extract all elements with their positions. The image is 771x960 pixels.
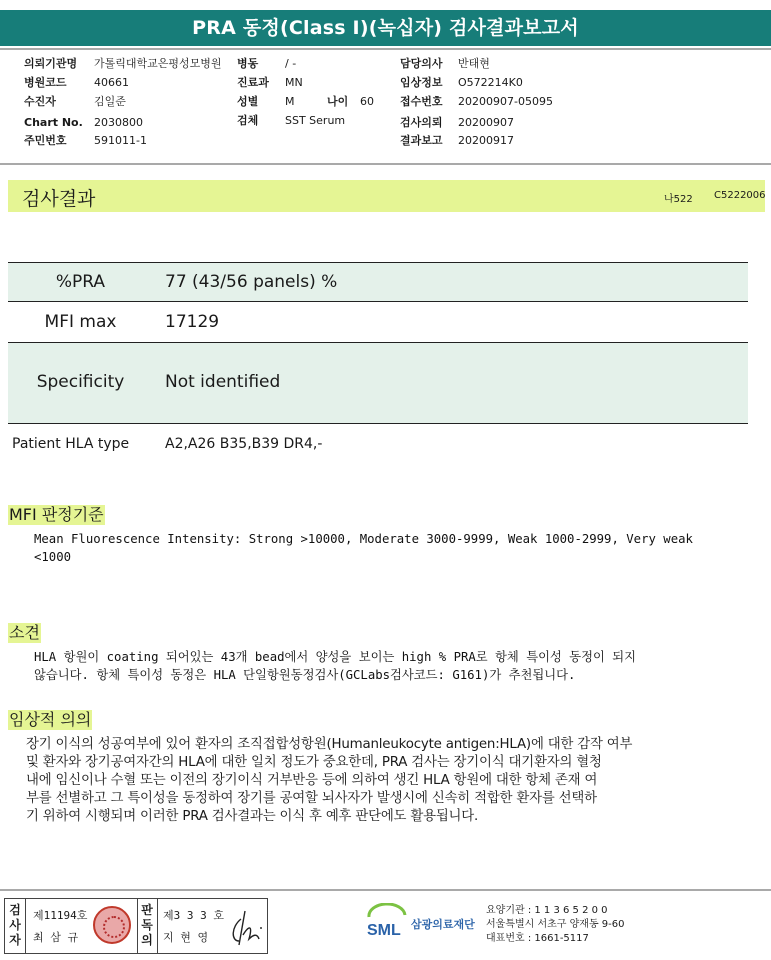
findings-line-1: HLA 항원이 coating 되어있는 43개 bead에서 양성을 보이는 high % PRA로 항체 특이성 동정이 되지 [34,650,637,664]
findings-line-2: 않습니다. 항체 특이성 동정은 HLA 단일항원동정검사(GCLabs검사코드: G161)가 추천됩니다. [34,668,576,682]
examiner-seal-icon [93,906,131,944]
examiner-name: 최 삼 규 [33,931,79,944]
specificity-label: Specificity [36,372,125,392]
specimen-value: SST Serum [285,114,346,127]
significance-title: 임상적 의의 [9,710,92,729]
report-value: 20200917 [458,134,514,147]
sml-logo-icon [365,903,410,943]
mfi-criteria-title: MFI 판정기준 [9,505,104,524]
org-phone: 대표번호 : 1661-5117 [486,933,589,944]
results-table [8,262,748,464]
significance-line-5: 기 위하여 시행되며 이러한 PRA 검사결과는 이식 후 예후 판단에도 활용됩니다. [26,809,479,824]
footer-divider [0,889,771,891]
mfi-criteria-line-1: Mean Fluorescence Intensity: Strong >10000, Moderate 3000-9999, Weak 1000-2999, Very weak [34,532,693,546]
examiner-license: 제11194호 [33,909,88,922]
mfi-value: 17129 [165,312,220,332]
report-label: 결과보고 [400,134,443,147]
results-section-title: 검사결과 [22,188,96,210]
reviewer-label: 판 독 의 [141,903,153,947]
pra-label: %PRA [55,272,106,292]
clinical-info-label: 임상정보 [400,76,443,89]
receipt-value: 20200907-05095 [458,95,553,108]
specificity-row [8,343,748,424]
hospital-code-label: 병원코드 [24,76,67,89]
test-code-1: 나522 [664,194,693,205]
signature-box [4,898,268,954]
test-code-2: C5222006 [714,190,766,201]
department-value: MN [285,76,303,89]
rrn-value: 591011-1 [94,134,147,147]
significance-line-3: 내에 임신이나 수혈 또는 이전의 장기이식 거부반응 등에 의하여 생긴 HLA 항원에 대한 항체 존재 여 [26,773,598,788]
significance-line-4: 부를 선별하고 그 특이성을 동정하여 장기를 공여할 뇌사자가 발생시에 신속히 적합한 환자를 선택하 [26,791,597,806]
info-divider [0,163,771,165]
request-value: 20200907 [458,116,514,129]
institution-value: 가톨릭대학교은평성모병원 [94,57,222,70]
hospital-code-value: 40661 [94,76,129,89]
reviewer-name: 지 현 영 [163,931,209,944]
rrn-label: 주민번호 [24,134,67,147]
ward-value: / - [285,57,297,70]
hla-value: A2,A26 B35,B39 DR4,- [165,436,323,452]
name-value: 김일준 [94,95,126,108]
mfi-label: MFI max [44,312,117,332]
request-label: 검사의뢰 [400,116,443,129]
age-value: 60 [360,95,374,108]
reviewer-license: 제3 3 3 호 [163,909,224,922]
header-divider [0,48,771,50]
org-address: 서울특별시 서초구 양재동 9-60 [486,919,625,930]
reviewer-signature-icon [225,905,267,947]
doctor-value: 반태현 [458,57,490,70]
doctor-label: 담당의사 [400,57,443,70]
chart-label: Chart No. [24,116,83,129]
mfi-row [8,302,748,343]
org-name: 삼광의료재단 [411,918,475,931]
ward-label: 병동 [237,57,259,70]
sml-logo-text: SML [367,922,401,939]
chart-value: 2030800 [94,116,143,129]
receipt-label: 접수번호 [400,95,443,108]
examiner-label: 검 사 자 [9,903,21,947]
mfi-criteria-line-2: <1000 [34,550,72,564]
pra-row [8,262,748,302]
age-label: 나이 [327,95,349,108]
department-label: 진료과 [237,76,269,89]
sex-label: 성별 [237,95,259,108]
sex-value: M [285,95,295,108]
specificity-value: Not identified [165,372,281,392]
significance-line-2: 및 환자와 장기공여자간의 HLA에 대한 일치 정도가 중요한데, PRA 검사는 장기이식 대기환자의 혈청 [26,755,602,770]
org-code: 요양기관 : 1 1 3 6 5 2 0 0 [486,905,608,916]
hla-label: Patient HLA type [12,436,130,452]
specimen-label: 검체 [237,114,259,127]
pra-value: 77 (43/56 panels) % [165,272,338,292]
results-section-bar [8,180,765,212]
significance-line-1: 장기 이식의 성공여부에 있어 환자의 조직접합성항원(Humanleukocyte antigen:HLA)에 대한 감작 여부 [26,737,633,752]
report-title: PRA 동정(Class I)(녹십자) 검사결과보고서 [0,10,771,46]
clinical-info-value: O572214K0 [458,76,523,89]
institution-label: 의뢰기관명 [24,57,78,70]
name-label: 수진자 [24,95,56,108]
findings-title: 소견 [9,623,40,642]
hla-row [8,424,748,464]
